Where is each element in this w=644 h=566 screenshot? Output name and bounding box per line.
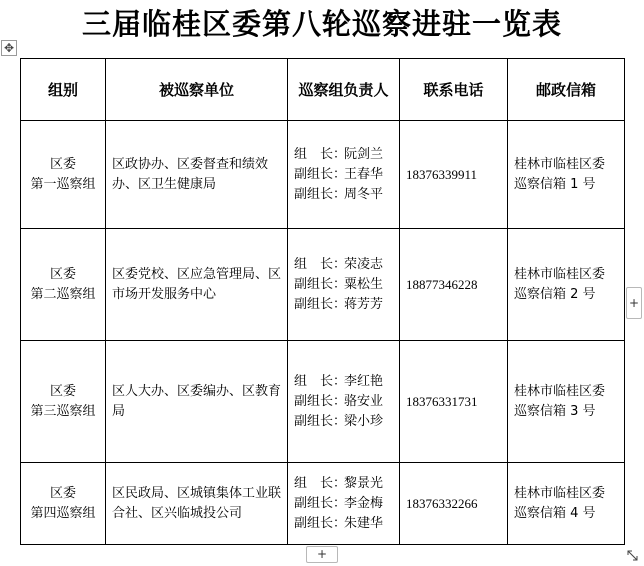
group-name: 第四巡察组 [30,505,96,521]
leader-cell[interactable] [288,463,400,545]
header-mailbox: 邮政信箱 [508,59,625,121]
leader-name: 王春华 [344,166,384,182]
leader-cell[interactable] [288,229,400,341]
leader-line [294,372,399,392]
leader-line [294,145,399,165]
add-column-button[interactable]: + [626,287,642,319]
leader-role: 组 长： [294,373,347,389]
group-cell[interactable] [21,121,106,229]
mailbox-line: 桂林市临桂区委 [514,485,606,501]
leader-name: 李金梅 [344,495,384,511]
leader-line [294,295,399,315]
leader-role: 副组长： [294,186,347,202]
add-row-button[interactable]: + [306,546,338,563]
table-row [21,121,625,229]
leader-line [294,392,399,412]
leader-role: 副组长： [294,166,347,182]
leader-name: 荣凌志 [344,256,384,272]
header-group: 组别 [21,59,106,121]
mailbox-cell[interactable] [508,121,625,229]
leader-role: 组 长： [294,256,347,272]
leader-name: 朱建华 [344,515,384,531]
table-row [21,229,625,341]
group-name: 第三巡察组 [30,403,96,419]
inspection-table [20,58,625,545]
leader-name: 周冬平 [344,186,384,202]
leader-name: 李红艳 [344,373,384,389]
leader-role: 组 长： [294,146,347,162]
unit-cell[interactable]: 区政协办、区委督查和绩效办、区卫生健康局 [106,121,288,229]
leader-role: 副组长： [294,393,347,409]
mailbox-line: 巡察信箱 4 号 [514,505,596,521]
group-org: 区委 [49,485,76,501]
phone-cell[interactable]: 18376331731 [400,341,508,463]
mailbox-line: 桂林市临桂区委 [514,383,606,399]
header-phone: 联系电话 [400,59,508,121]
table-row [21,463,625,545]
leader-name: 蒋芳芳 [344,296,384,312]
mailbox-line: 巡察信箱 3 号 [514,403,596,419]
header-unit: 被巡察单位 [106,59,288,121]
unit-cell[interactable]: 区人大办、区委编办、区教育局 [106,341,288,463]
leader-role: 副组长： [294,413,347,429]
resize-icon[interactable] [626,549,639,562]
leader-cell[interactable] [288,121,400,229]
unit-cell[interactable]: 区委党校、区应急管理局、区市场开发服务中心 [106,229,288,341]
leader-role: 组 长： [294,475,347,491]
move-icon[interactable]: ✥ [1,40,17,56]
leader-line [294,494,399,514]
group-cell[interactable] [21,463,106,545]
group-org: 区委 [49,266,76,282]
header-leader: 巡察组负责人 [288,59,400,121]
leader-name: 阮剑兰 [344,146,384,162]
phone-cell[interactable]: 18376332266 [400,463,508,545]
group-name: 第二巡察组 [30,286,96,302]
mailbox-cell[interactable] [508,229,625,341]
group-name: 第一巡察组 [30,176,96,192]
mailbox-line: 桂林市临桂区委 [514,266,606,282]
leader-role: 副组长： [294,296,347,312]
leader-name: 梁小珍 [344,413,384,429]
leader-name: 黎景光 [344,475,384,491]
table-header-row [21,59,625,121]
leader-line [294,514,399,534]
group-org: 区委 [49,156,76,172]
leader-role: 副组长： [294,276,347,292]
leader-line [294,474,399,494]
leader-line [294,165,399,185]
leader-role: 副组长： [294,515,347,531]
mailbox-line: 巡察信箱 2 号 [514,286,596,302]
mailbox-line: 巡察信箱 1 号 [514,176,596,192]
leader-line [294,275,399,295]
mailbox-cell[interactable] [508,463,625,545]
group-cell[interactable] [21,229,106,341]
leader-line [294,185,399,205]
leader-cell[interactable] [288,341,400,463]
phone-cell[interactable]: 18877346228 [400,229,508,341]
page-title: 三届临桂区委第八轮巡察进驻一览表 [81,7,562,41]
table-row [21,341,625,463]
mailbox-line: 桂林市临桂区委 [514,156,606,172]
leader-role: 副组长： [294,495,347,511]
leader-name: 粟松生 [344,276,384,292]
leader-line [294,412,399,432]
leader-name: 骆安业 [344,393,384,409]
group-cell[interactable] [21,341,106,463]
leader-line [294,255,399,275]
phone-cell[interactable]: 18376339911 [400,121,508,229]
group-org: 区委 [49,383,76,399]
mailbox-cell[interactable] [508,341,625,463]
unit-cell[interactable]: 区民政局、区城镇集体工业联合社、区兴临城投公司 [106,463,288,545]
